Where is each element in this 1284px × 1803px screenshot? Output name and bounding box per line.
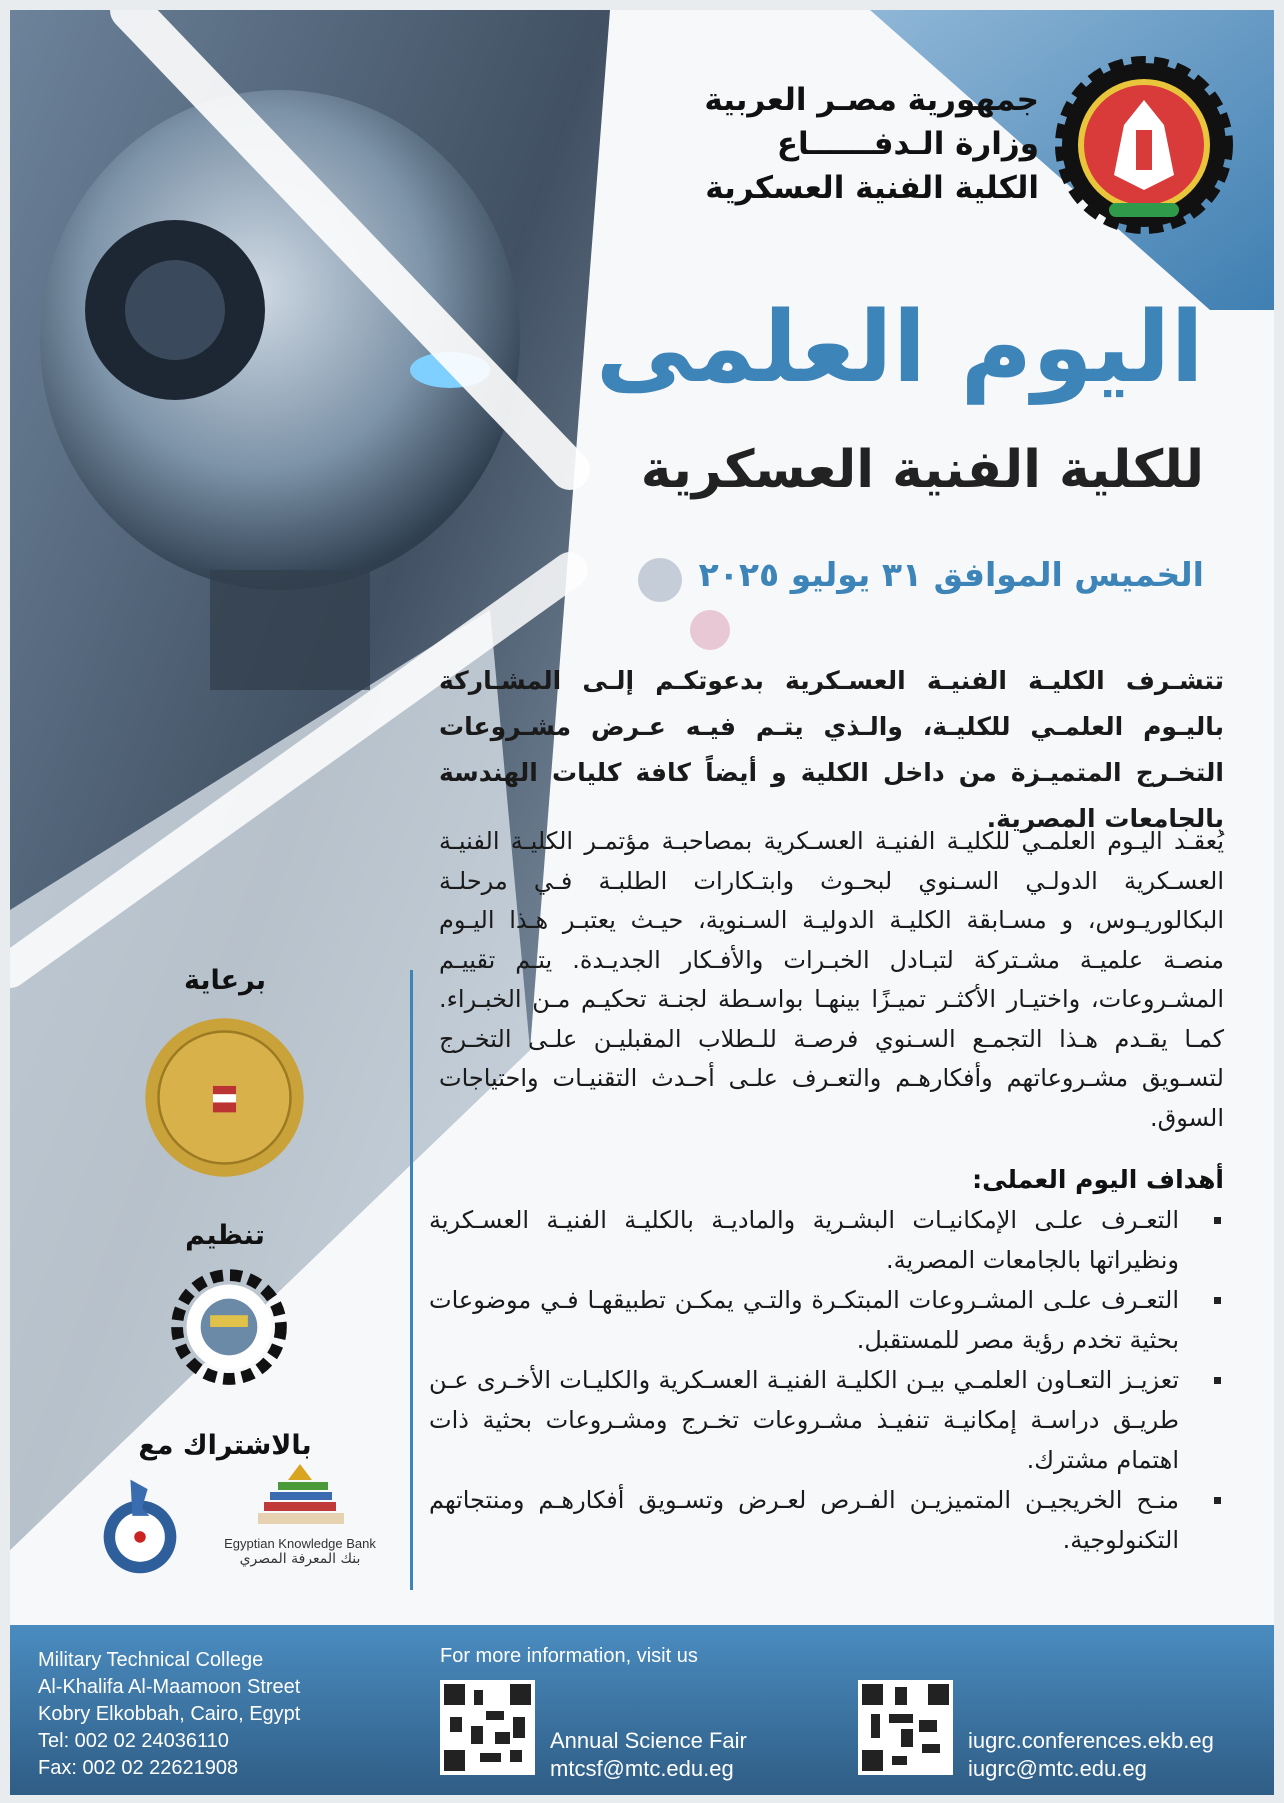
fax: Fax: 002 02 22621908 [38, 1757, 239, 1779]
goal-item: تعزيـز التعـاون العلمـي بيـن الكليـة الفنيـة العسـكرية والكليـات الأخـرى عـن طريـق دراسـة إمكانيـة تنفيـذ مشـروعات تخـرج ومشـروعات بحثية ذات اهتمام مشترك. [429, 1360, 1229, 1480]
government-header [704, 78, 1039, 210]
address-block [38, 1647, 300, 1782]
goal-item: منـح الخريجيـن المتميزيـن الفـرص لعـرض وتسـويق أفكارهـم ومنتجاتهم التكنولوجية. [429, 1480, 1229, 1560]
ekb-name-en: Egyptian Knowledge Bank [224, 1536, 376, 1551]
footer [10, 1625, 1274, 1795]
qr1-title: Annual Science Fair [550, 1728, 747, 1753]
goal-item: التعـرف علـى المشـروعات المبتكـرة والتـي يمكـن تطبيقهـا فـي موضوعات بحثية تخدم رؤية مصر للمستقبل. [429, 1280, 1229, 1360]
description-paragraph: يُعقـد اليـوم العلمـي للكليـة الفنيـة العسـكرية بمصاحبـة مؤتمـر الكليـة الفنيـة العسـكرية الدولـي السـنوي لبحـوث وابتـكارات الطلبـة فـي مرحلـة البكالوريـوس، و مسـابقة الكليـة الدوليـة السـنوية، حيـث يعتبـر هـذا اليـوم منصـة علميـة مشـتركة لتبـادل الخبـرات والأفـكار الجديـدة. يتـم تقييـم المشـروعات، واختيـار الأكثـر تميـزًا بينهـا بواسـطة لجنـة تحكيـم مـن الخبـراء. كمـا يقـدم هـذا التجمـع السـنوي فرصـة للـطلاب المقبليـن علـى التخـرج لتسـويق مشـروعاتهم وأفكارهـم والتعـرف علـى أحـدث التقنيـات واحتياجات السوق. [439, 827, 1224, 1132]
header-line: الكلية الفنية العسكرية [705, 170, 1039, 206]
patronage-label: برعاية [183, 965, 267, 996]
qr-icon [862, 1684, 949, 1771]
goal-item: التعـرف علـى الإمكانيـات البشـرية والماديـة بالكليـة الفنيـة العسـكرية ونظيراتها بالجامعات المصرية. [429, 1200, 1229, 1280]
ltc-rd-emblem [170, 1268, 288, 1386]
qr-code-science-fair[interactable] [440, 1680, 535, 1775]
poster [10, 10, 1274, 1795]
address-line: Al-Khalifa Al-Maamoon Street [38, 1676, 301, 1698]
egyptian-armed-forces-seal [142, 1015, 307, 1180]
ekb-logo [220, 1462, 380, 1567]
partners-label: بالاشتراك مع [138, 1430, 312, 1461]
mtc-emblem [1054, 55, 1234, 235]
qr-icon [444, 1684, 531, 1771]
qr1-email[interactable]: mtcsf@mtc.edu.eg [550, 1756, 734, 1781]
qr2-text [968, 1727, 1214, 1783]
ekb-name-ar: بنك المعرفة المصري [239, 1551, 361, 1567]
qr-code-iugrc[interactable] [858, 1680, 953, 1775]
books-icon [240, 1462, 360, 1532]
address-line: Kobry Elkobbah, Cairo, Egypt [38, 1703, 301, 1725]
page-subtitle: للكلية الفنية العسكرية [640, 440, 1204, 500]
organizer-label: تنظيم [185, 1220, 265, 1251]
phone: Tel: 002 02 24036110 [38, 1730, 229, 1752]
goals-heading: أهداف اليوم العملى: [972, 1165, 1224, 1194]
event-date: الخميس الموافق ٣١ يوليو ٢٠٢٥ [698, 555, 1204, 594]
qr2-email[interactable]: iugrc@mtc.edu.eg [968, 1756, 1147, 1781]
header-line: وزارة الـدفــــــاع [776, 126, 1039, 162]
more-info-label: For more information, visit us [440, 1645, 698, 1667]
academy-research-logo [92, 1470, 188, 1580]
header-line: جمهورية مصـر العربية [704, 82, 1039, 118]
qr2-url[interactable]: iugrc.conferences.ekb.eg [968, 1728, 1214, 1753]
intro-paragraph: تتشـرف الكليـة الفنيـة العسـكرية بدعوتكـم إلـى المشـاركة باليـوم العلمـي للكليـة، والـذي يتـم فيـه عـرض مشـروعات التخـرج المتميـزة من داخل الكلية و أيضاً كافة كليات الهندسة بالجامعات المصرية. [439, 666, 1224, 833]
divider [410, 970, 413, 1590]
qr1-text [550, 1727, 747, 1783]
goals-list [429, 1200, 1229, 1560]
page-title: اليوم العلمى [595, 291, 1204, 405]
address-line: Military Technical College [38, 1649, 264, 1671]
